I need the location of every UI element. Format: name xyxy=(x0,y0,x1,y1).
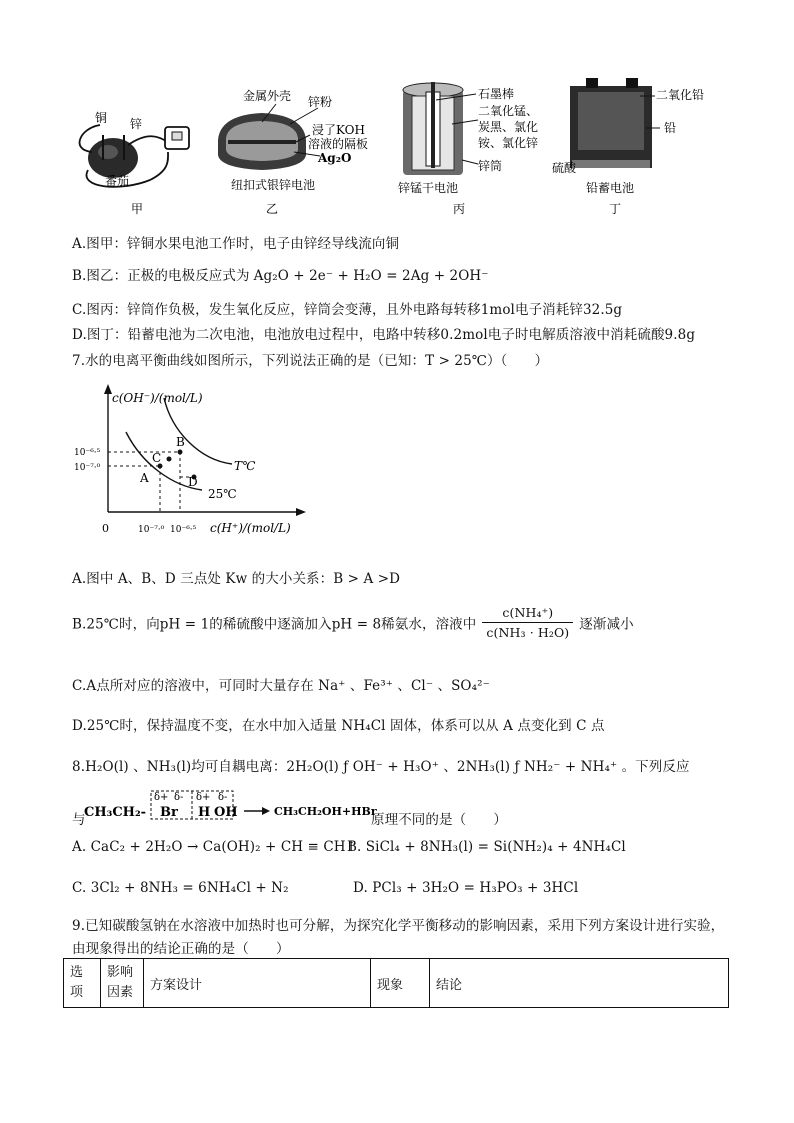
label-copper: 铜 xyxy=(95,111,108,125)
q6-option-b-formula: Ag₂O + 2e⁻ + H₂O = 2Ag + 2OH⁻ xyxy=(253,268,489,284)
scheme-product: CH₃CH₂OH+HBr xyxy=(274,805,377,818)
q8-tail: 原理不同的是（ ） xyxy=(371,812,507,828)
battery-figures xyxy=(0,0,794,228)
q7-option-b-fraction xyxy=(482,605,573,640)
q9-table-header-row xyxy=(64,959,729,1008)
scheme-delta-1: δ+ xyxy=(154,792,169,803)
graph-curve-t: T℃ xyxy=(234,459,256,473)
graph-ylabel: c(OH⁻)/(mol/L) xyxy=(112,391,203,405)
graph-xtick-lo: 10⁻⁷·⁰ xyxy=(138,525,165,535)
label-separator-2: 溶液的隔板 xyxy=(308,137,369,151)
figure-bing xyxy=(403,82,478,175)
q8-option-b: B. SiCl₄ + 8NH₃(l) = Si(NH₂)₄ + 4NH₄Cl xyxy=(347,839,626,855)
q9-stem-2: 由现象得出的结论正确的是（ ） xyxy=(72,941,290,957)
q6-option-c: C.图丙：锌筒作负极，发生氧化反应，锌筒会变薄，且外电路每转移1mol电子消耗锌32.5g xyxy=(72,302,623,318)
graph-point-b: B xyxy=(176,435,185,449)
label-tomato: 番茄 xyxy=(105,174,130,188)
q9-stem-1: 9.已知碳酸氢钠在水溶液中加热时也可分解，为探究化学平衡移动的影响因素，采用下列方案设计进行实验， xyxy=(72,918,725,934)
caption-bing: 丙 xyxy=(453,202,466,216)
q7-option-d: D.25℃时，保持温度不变，在水中加入适量 NH₄Cl 固体，体系可以从 A 点变化到 C 点 xyxy=(72,718,605,734)
graph-curve-25: 25℃ xyxy=(208,487,237,501)
title-bing: 锌锰干电池 xyxy=(398,181,459,195)
label-mix-2: 炭黑、氯化 xyxy=(478,120,539,134)
graph-xlabel: c(H⁺)/(mol/L) xyxy=(210,521,291,535)
label-separator-1: 浸了KOH xyxy=(312,123,365,137)
label-zinc-powder: 锌粉 xyxy=(308,95,333,109)
q7-option-b xyxy=(72,605,634,640)
q6-option-b-prefix: B.图乙：正极的电极反应式为 xyxy=(72,268,250,284)
graph-ytick-hi: 10⁻⁶·⁵ xyxy=(74,448,101,458)
graph-origin: 0 xyxy=(102,522,109,535)
scheme-delta-2: δ- xyxy=(174,792,184,803)
q8-reaction-scheme xyxy=(84,784,384,832)
label-pbo2: 二氧化铅 xyxy=(656,88,705,102)
figure-jia xyxy=(80,125,189,187)
q7-option-b-prefix: B.25℃时，向pH = 1的稀硫酸中逐滴加入pH = 8稀氨水，溶液中 xyxy=(72,616,477,633)
q7-option-b-suffix: 逐渐减小 xyxy=(579,616,634,633)
q7-option-b-numerator: c(NH₄⁺) xyxy=(482,605,573,623)
q7-option-b-denominator: c(NH₃ · H₂O) xyxy=(486,625,570,640)
q8-option-a: A. CaC₂ + 2H₂O → Ca(OH)₂ + CH ≡ CH↑ xyxy=(72,839,358,855)
q6-option-b xyxy=(72,264,488,284)
q9-table xyxy=(63,958,729,1008)
graph-point-a: A xyxy=(140,471,149,485)
figure-ding xyxy=(570,78,660,168)
caption-yi: 乙 xyxy=(266,202,279,216)
label-mix-3: 铵、氯化锌 xyxy=(478,136,539,150)
scheme-h: H xyxy=(198,805,211,820)
q9-header-option: 选项 xyxy=(64,959,101,1008)
scheme-delta-4: δ- xyxy=(218,792,228,803)
label-pb: 铅 xyxy=(664,121,677,135)
q8-option-c: C. 3Cl₂ + 8NH₃ = 6NH₄Cl + N₂ xyxy=(72,880,289,896)
figure-yi xyxy=(218,104,320,170)
label-ag2o: Ag₂O xyxy=(318,151,352,165)
graph-point-c: C xyxy=(152,451,162,465)
q8-stem: 8.H₂O(l) 、NH₃(l)均可自耦电离：2H₂O(l) ƒ OH⁻ + H₃O⁺ 、2NH₃(l) ƒ NH₂⁻ + NH₄⁺ 。下列反应 xyxy=(72,759,690,775)
q7-option-a: A.图中 A、B、D 三点处 Kw 的大小关系：B > A >D xyxy=(72,571,401,587)
label-shell: 金属外壳 xyxy=(243,89,292,103)
caption-jia: 甲 xyxy=(131,202,144,216)
q6-option-d: D.图丁：铅蓄电池为二次电池，电池放电过程中，电路中转移0.2mol电子时电解质溶液中消耗硫酸9.8g xyxy=(72,327,696,343)
q8-option-d: D. PCl₃ + 3H₂O = H₃PO₃ + 3HCl xyxy=(353,880,579,896)
q9-header-phenomenon: 现象 xyxy=(371,959,430,1008)
q9-header-scheme: 方案设计 xyxy=(144,959,371,1008)
q9-header-factor: 影响因素 xyxy=(101,959,144,1008)
title-ding: 铅蓄电池 xyxy=(586,181,635,195)
scheme-left: CH₃CH₂- xyxy=(84,805,147,820)
q7-stem: 7.水的电离平衡曲线如图所示，下列说法正确的是（已知：T > 25℃）（ ） xyxy=(72,353,549,369)
graph-point-d: D xyxy=(188,475,198,489)
label-acid: 硫酸 xyxy=(552,161,577,175)
label-zinc-can: 锌筒 xyxy=(478,159,503,173)
scheme-br: Br xyxy=(160,805,178,820)
graph-xtick-hi: 10⁻⁶·⁵ xyxy=(170,525,197,535)
q7-option-c: C.A点所对应的溶液中，可同时大量存在 Na⁺ 、Fe³⁺ 、Cl⁻ 、SO₄²⁻ xyxy=(72,678,490,694)
label-graphite: 石墨棒 xyxy=(478,87,515,101)
label-mix-1: 二氧化锰、 xyxy=(478,104,539,118)
q6-option-a: A.图甲：锌铜水果电池工作时，电子由锌经导线流向铜 xyxy=(72,236,400,252)
title-yi: 纽扣式银锌电池 xyxy=(231,178,316,192)
q8-with: 与 xyxy=(72,812,86,828)
water-ionization-graph xyxy=(72,382,312,542)
graph-ytick-lo: 10⁻⁷·⁰ xyxy=(74,463,101,473)
caption-ding: 丁 xyxy=(609,202,622,216)
q9-header-conclusion: 结论 xyxy=(430,959,729,1008)
scheme-oh: OH xyxy=(214,805,238,820)
label-zinc: 锌 xyxy=(130,117,143,131)
scheme-delta-3: δ+ xyxy=(196,792,211,803)
